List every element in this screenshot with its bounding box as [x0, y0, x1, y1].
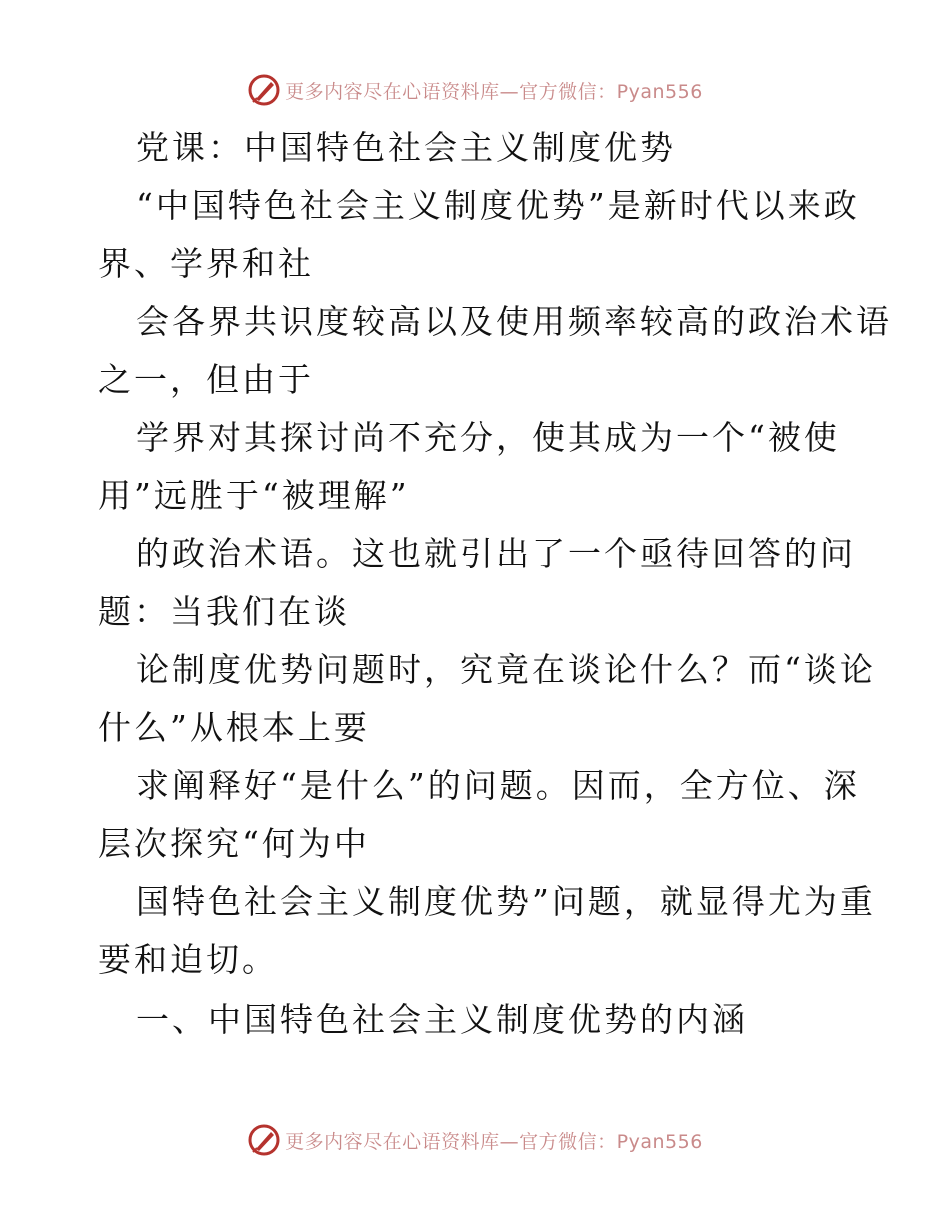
- paragraph-line: 题：当我们在谈: [98, 592, 350, 631]
- paragraph-line: 界、学界和社: [98, 244, 314, 283]
- paragraph-line: 什么”从根本上要: [98, 708, 370, 747]
- paragraph-line: 的政治术语。这也就引出了一个亟待回答的问: [136, 534, 856, 573]
- paragraph-line: 学界对其探讨尚不充分，使其成为一个“被使: [136, 418, 840, 457]
- watermark-text: 更多内容尽在心语资料库—官方微信：Pyan556: [285, 1130, 703, 1153]
- paragraph-line: 国特色社会主义制度优势”问题，就显得尤为重: [136, 882, 876, 921]
- document-title: 党课：中国特色社会主义制度优势: [136, 128, 676, 167]
- quill-pen-logo-icon: [247, 73, 281, 107]
- quill-pen-logo-icon: [247, 1123, 281, 1157]
- paragraph-line: 会各界共识度较高以及使用频率较高的政治术语: [136, 302, 892, 341]
- watermark-text: 更多内容尽在心语资料库—官方微信：Pyan556: [285, 80, 703, 103]
- paragraph-line: 论制度优势问题时，究竟在谈论什么？而“谈论: [136, 650, 876, 689]
- paragraph-line: 之一，但由于: [98, 360, 314, 399]
- footer-watermark: [0, 1120, 950, 1160]
- paragraph-line: 用”远胜于“被理解”: [98, 476, 410, 515]
- paragraph-line: “中国特色社会主义制度优势”是新时代以来政: [136, 186, 860, 225]
- header-watermark: [0, 70, 950, 110]
- paragraph-line: 求阐释好“是什么”的问题。因而，全方位、深: [136, 766, 860, 805]
- paragraph-line: 层次探究“何为中: [98, 824, 370, 863]
- section-heading: 一、中国特色社会主义制度优势的内涵: [136, 1000, 748, 1039]
- paragraph-line: 要和迫切。: [98, 940, 278, 979]
